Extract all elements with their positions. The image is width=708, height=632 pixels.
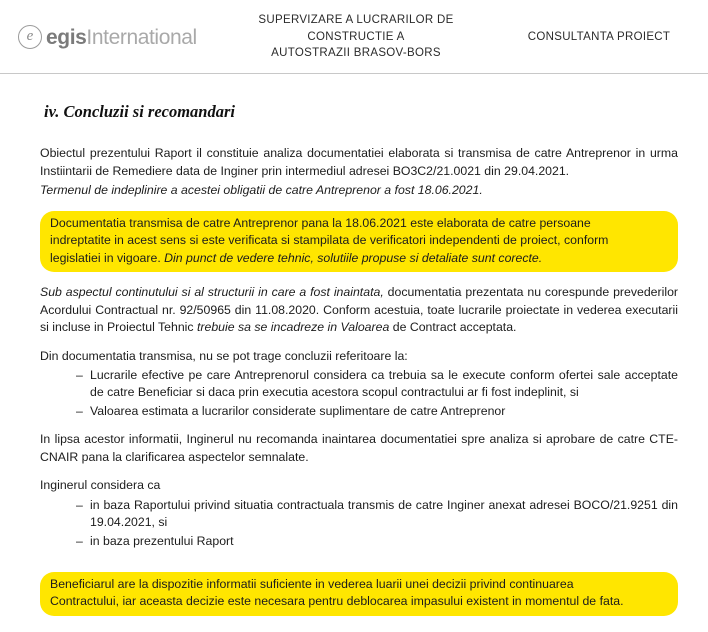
egis-logo bbox=[18, 25, 218, 49]
header-project-title bbox=[218, 12, 504, 62]
recommendation-text: In lipsa acestor informatii, Inginerul nu recomanda inaintarea documentatiei spre analiza si aprobare de catre CTE-CNAIR pana la clarificarea aspectelor semnalate. bbox=[40, 432, 678, 464]
list-item: – in baza Raportului privind situatia contractuala transmis de catre Inginer anexat adresei BOCO/21.9251 din 19.04.2021, si bbox=[76, 497, 678, 532]
logo-wordmark bbox=[46, 27, 197, 48]
header-divider bbox=[0, 73, 708, 74]
engineer-opinion-list bbox=[40, 497, 678, 550]
highlight1-line2: indreptatite in acest sens si este verificata si stampilata de verificatori independenti de proiect, conform bbox=[50, 233, 609, 248]
highlight1-line3 bbox=[50, 250, 668, 267]
highlight1-line3-part1: legislatiei in vigoare. bbox=[50, 250, 161, 265]
contract-conformance-tail2: de Contract acceptata. bbox=[389, 320, 517, 335]
highlight1-line1: Documentatia transmisa de catre Antreprenor pana la 18.06.2021 este elaborata de catre persoane bbox=[50, 215, 591, 230]
intro-paragraph-text: Obiectul prezentului Raport il constituie analiza documentatiei elaborata si transmisa de catre Antreprenor in urma Instiintarii de Remediere data de Inginer prin intermediul adresei BO3C2/21.0021 din 29.04.2021. bbox=[40, 146, 678, 178]
highlight2-line2: Contractului, iar aceasta decizie este necesara pentru deblocarea impasului existent in momentul de fata. bbox=[50, 594, 624, 609]
contract-conformance-text bbox=[40, 284, 678, 336]
intro-deadline-text: Termenul de indeplinire a acestei obligatii de catre Antreprenor a fost 18.06.2021. bbox=[40, 183, 483, 198]
no-conclusions-lead: Din documentatia transmisa, nu se pot trage concluzii referitoare la: bbox=[40, 348, 408, 363]
egis-emblem-icon bbox=[18, 25, 42, 49]
logo-secondary-text: International bbox=[86, 25, 197, 49]
contract-conformance-lead: Sub aspectul continutului si al structurii in care a fost inaintata, bbox=[40, 285, 384, 300]
contract-conformance-paragraph bbox=[40, 284, 678, 336]
recommendation-paragraph bbox=[40, 431, 678, 466]
intro-paragraph bbox=[40, 145, 678, 199]
highlighted-conclusion-2 bbox=[40, 572, 678, 616]
spacer bbox=[40, 422, 678, 431]
spacer bbox=[40, 552, 678, 566]
contract-conformance-rest: documentatia prezentata nu corespunde prevederilor Acordului Contractual nr. 92/50965 din 11.08.2020. Conform acestuia, toate lucrarile proiectate in vederea executarii si incluse in Proiectul Tehnic bbox=[40, 285, 678, 335]
page-header bbox=[0, 0, 708, 74]
highlight2-line1: Beneficiarul are la dispozitie informatii suficiente in vederea luarii unei decizii privind continuarea bbox=[50, 577, 574, 592]
highlighted-conclusion-1 bbox=[40, 211, 678, 272]
engineer-opinion-lead: Inginerul considera ca bbox=[40, 478, 161, 493]
no-conclusions-list bbox=[40, 367, 678, 420]
list-item: – in baza prezentului Raport bbox=[76, 533, 678, 550]
logo-primary-text: egis bbox=[46, 25, 87, 49]
header-title-line2: AUTOSTRAZII BRASOV-BORS bbox=[271, 47, 441, 60]
list-item: – Lucrarile efective pe care Antreprenorul considera ca trebuia sa le execute conform ofertei sale acceptate de catre Beneficiar si daca prin executia acestora scopul contractului ar fi fost indeplinit, si bbox=[76, 367, 678, 402]
highlight1-line3-part2: Din punct de vedere tehnic, solutiile propuse si detaliate sunt corecte. bbox=[164, 250, 543, 265]
list-item: – Valoarea estimata a lucrarilor considerate suplimentare de catre Antreprenor bbox=[76, 403, 678, 420]
header-role-label: CONSULTANTA PROIECT bbox=[527, 31, 671, 43]
header-title-line1: SUPERVIZARE A LUCRARILOR DE CONSTRUCTIE A bbox=[258, 13, 454, 43]
section-heading: iv. Concluzii si recomandari bbox=[44, 102, 235, 121]
document-body bbox=[0, 74, 708, 616]
contract-conformance-italic-tail: trebuie sa se incadreze in Valoarea bbox=[196, 320, 390, 335]
